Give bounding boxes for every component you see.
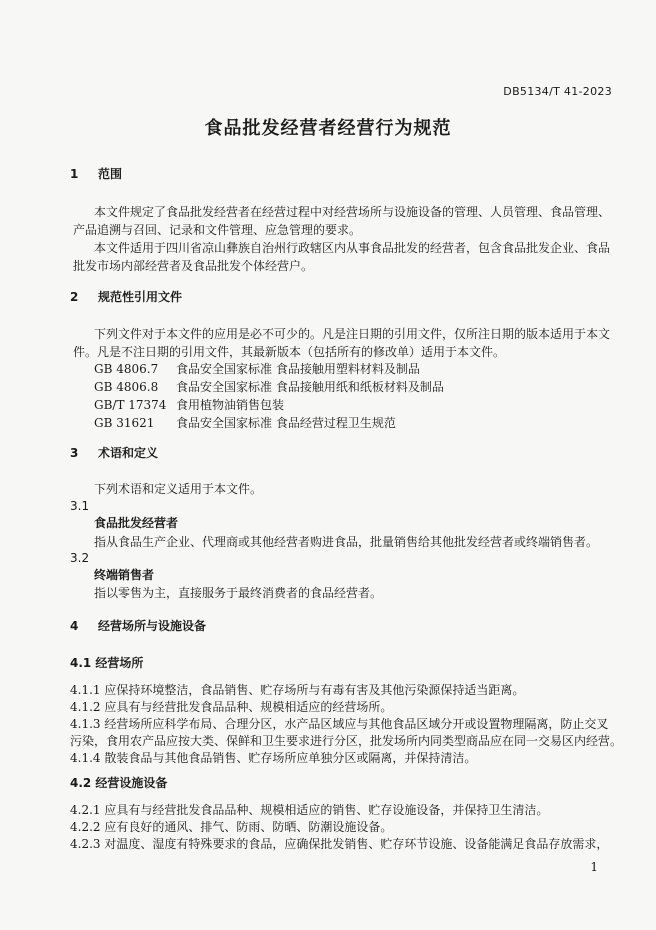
paragraph-line: 产品追溯与召回、记录和文件管理、应急管理的要求。 bbox=[73, 223, 362, 237]
section-number: 3 bbox=[70, 446, 79, 460]
reference-item bbox=[94, 378, 444, 395]
paragraph-line: 本文件适用于四川省凉山彝族自治州行政辖区内从事食品批发的经营者，包含食品批发企业、食品 bbox=[94, 241, 611, 255]
paragraph-line: 件。凡是不注日期的引用文件，其最新版本（包括所有的修改单）适用于本文件。 bbox=[73, 345, 506, 359]
clause-line: 4.1.1 应保持环境整洁，食品销售、贮存场所与有毒有害及其他污染源保持适当距离。 bbox=[70, 683, 525, 697]
section-2-heading bbox=[70, 288, 182, 305]
clause-line: 4.1.2 应具有与经营批发食品品种、规模相适应的经营场所。 bbox=[70, 700, 393, 714]
term-number: 3.2 bbox=[70, 551, 90, 565]
reference-item bbox=[94, 414, 396, 431]
paragraph-line: 批发市场内部经营者及食品批发个体经营户。 bbox=[73, 259, 314, 273]
section-1-heading bbox=[70, 165, 122, 182]
section-title: 经营场所与设施设备 bbox=[98, 619, 207, 633]
section-title: 范围 bbox=[98, 167, 123, 181]
page-number: 1 bbox=[590, 860, 598, 874]
paragraph-line: 下列术语和定义适用于本文件。 bbox=[94, 482, 263, 496]
section-title: 术语和定义 bbox=[98, 446, 159, 460]
reference-code: GB 31621 bbox=[94, 416, 155, 430]
clause-line: 4.1.3 经营场所应科学布局、合理分区，水产品区域应与其他食品区域分开或设置物理隔离，防止交叉 bbox=[70, 717, 609, 731]
paragraph-line: 下列文件对于本文件的应用是必不可少的。凡是注日期的引用文件，仅所注日期的版本适用于本文 bbox=[94, 327, 611, 341]
clause-line: 4.1.4 散装食品与其他食品销售、贮存场所应单独分区或隔离，并保持清洁。 bbox=[70, 751, 477, 765]
reference-code: GB 4806.8 bbox=[94, 380, 159, 394]
section-number: 2 bbox=[70, 290, 79, 304]
clause-line: 4.2.3 对温度、湿度有特殊要求的食品，应确保批发销售、贮存环节设施、设备能满足食品存放需求， bbox=[70, 837, 609, 851]
clause-line: 4.2.2 应有良好的通风、排气、防雨、防晒、防潮设施设备。 bbox=[70, 820, 393, 834]
term-definition: 指从食品生产企业、代理商或其他经营者购进食品，批量销售给其他批发经营者或终端销售者。 bbox=[94, 535, 599, 549]
section-number: 4 bbox=[70, 619, 79, 633]
term-name: 食品批发经营者 bbox=[94, 516, 179, 530]
clause-line: 污染，食用农产品应按大类、保鲜和卫生要求进行分区，批发场所内同类型商品应在同一交易区内经营。 bbox=[70, 734, 623, 748]
section-number: 1 bbox=[70, 167, 79, 181]
section-4-heading bbox=[70, 617, 206, 634]
section-title: 规范性引用文件 bbox=[98, 290, 183, 304]
reference-title: 食用植物油销售包装 bbox=[176, 398, 285, 412]
document-code: DB5134/T 41-2023 bbox=[503, 85, 612, 98]
reference-code: GB/T 17374 bbox=[94, 398, 167, 412]
reference-item bbox=[94, 396, 284, 413]
term-number: 3.1 bbox=[70, 499, 90, 513]
paragraph-line: 本文件规定了食品批发经营者在经营过程中对经营场所与设施设备的管理、人员管理、食品管理、 bbox=[94, 205, 611, 219]
term-definition: 指以零售为主，直接服务于最终消费者的食品经营者。 bbox=[94, 586, 383, 600]
reference-title: 食品安全国家标准 食品经营过程卫生规范 bbox=[176, 416, 396, 430]
reference-title: 食品安全国家标准 食品接触用塑料材料及制品 bbox=[176, 362, 420, 376]
reference-item bbox=[94, 360, 420, 377]
subsection-heading: 4.2 经营设施设备 bbox=[70, 776, 168, 790]
clause-line: 4.2.1 应具有与经营批发食品品种、规模相适应的销售、贮存设施设备，并保持卫生清洁。 bbox=[70, 803, 549, 817]
term-name: 终端销售者 bbox=[94, 568, 155, 582]
reference-title: 食品安全国家标准 食品接触用纸和纸板材料及制品 bbox=[176, 380, 444, 394]
document-title: 食品批发经营者经营行为规范 bbox=[204, 118, 452, 139]
reference-code: GB 4806.7 bbox=[94, 362, 159, 376]
section-3-heading bbox=[70, 444, 158, 461]
subsection-heading: 4.1 经营场所 bbox=[70, 656, 144, 670]
